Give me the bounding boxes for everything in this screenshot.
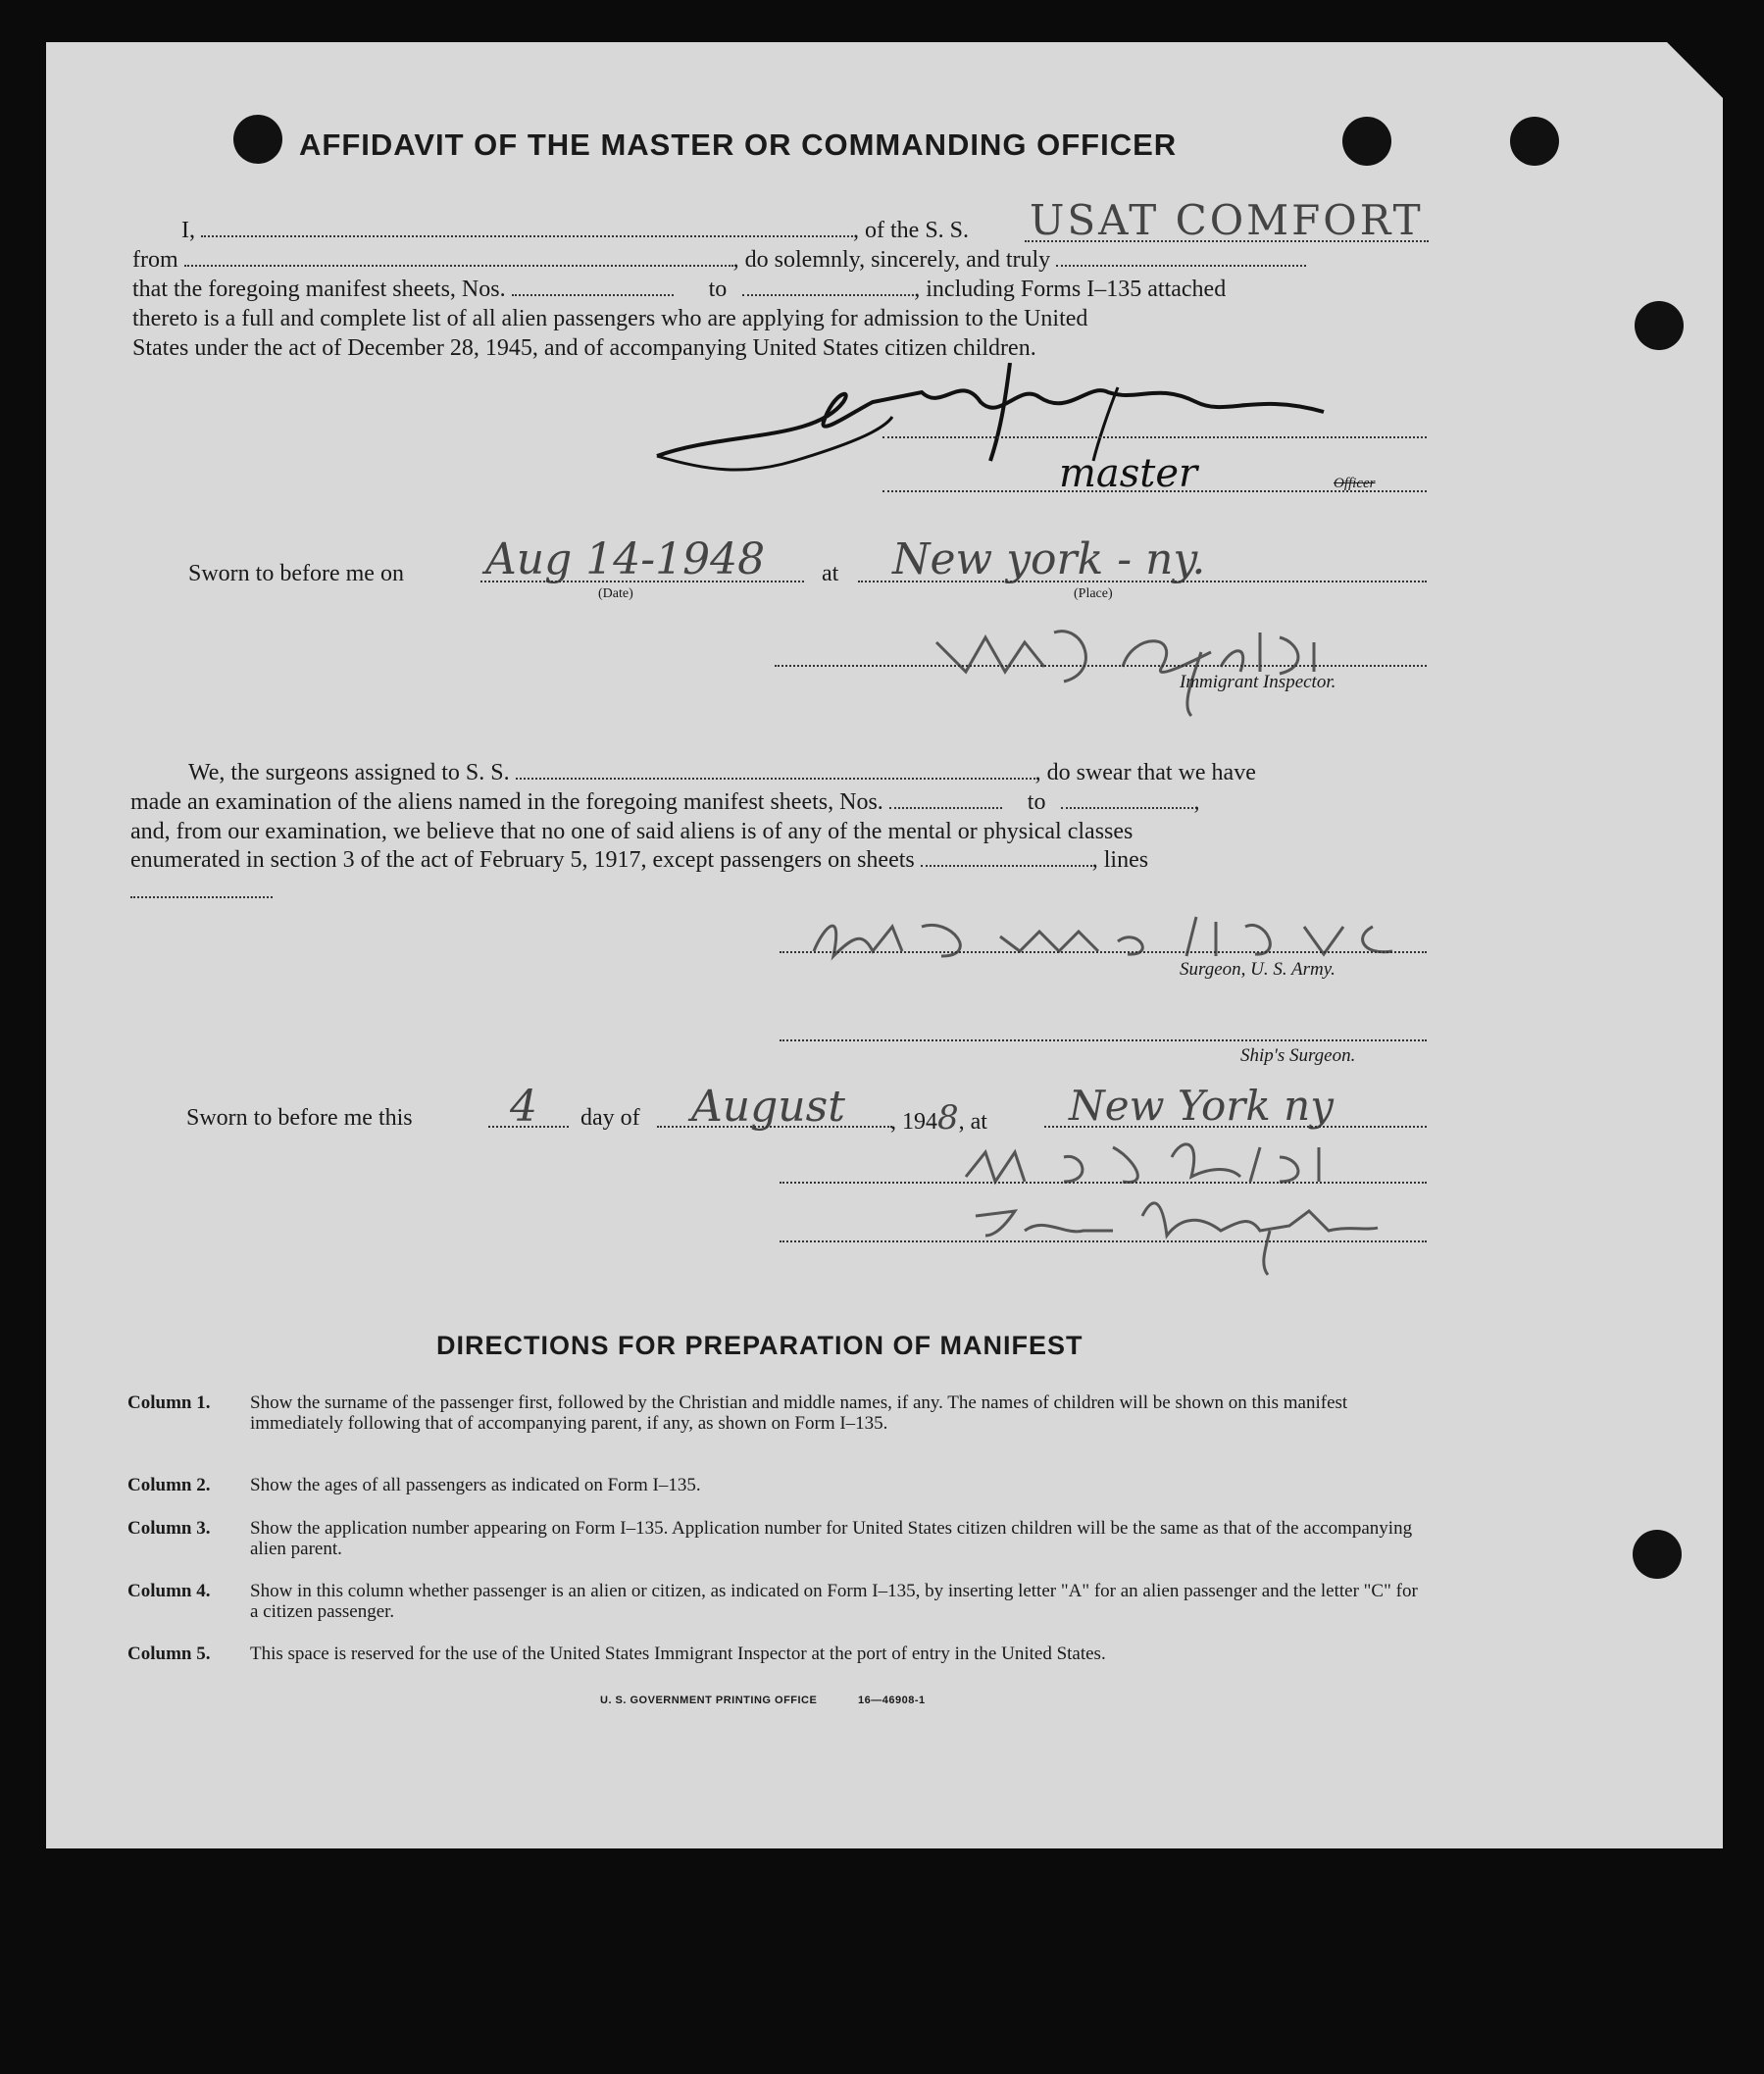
text-to: to — [708, 277, 728, 302]
affidavit-line-3 — [132, 275, 1226, 304]
direction-col-text: Show the application number appearing on Form I–135. Application number for United States citizen children will be the same as that of the accompanying alien parent. — [250, 1518, 1413, 1559]
ship-name-blank[interactable] — [1025, 240, 1429, 242]
text-manifest-sheets: that the foregoing manifest sheets, Nos. — [132, 277, 506, 302]
punch-hole-top-left — [233, 115, 282, 164]
inspector-label-1: Immigrant Inspector. — [1180, 672, 1336, 692]
sheets-blank[interactable] — [921, 864, 1092, 867]
sheets-to-blank[interactable] — [742, 293, 914, 296]
direction-col-label: Column 5. — [127, 1644, 211, 1664]
text-to-2: to — [1027, 789, 1046, 815]
ship-surgeon-line — [780, 1039, 1427, 1041]
surgeons-sheets-to[interactable] — [1061, 806, 1193, 809]
printing-office-imprint: U. S. GOVERNMENT PRINTING OFFICE — [600, 1695, 818, 1706]
sworn2-day-handwritten: 4 — [510, 1082, 537, 1132]
affidavit-line-2 — [132, 245, 1306, 275]
inspector-signature-2 — [956, 1138, 1387, 1280]
name-blank[interactable] — [201, 234, 853, 237]
master-title-handwritten: master — [1059, 451, 1198, 496]
from-blank[interactable] — [184, 264, 733, 267]
text-do-swear: , do swear that we have — [1034, 760, 1256, 785]
text-comma: , — [1193, 789, 1200, 815]
text-from: from — [132, 247, 178, 273]
sworn2-day-of: day of — [580, 1105, 640, 1131]
text-enumerated: enumerated in section 3 of the act of February 5, 1917, except passengers on sheets — [130, 847, 915, 873]
sheets-from-blank[interactable] — [512, 293, 674, 296]
directions-title: DIRECTIONS FOR PREPARATION OF MANIFEST — [436, 1331, 1084, 1360]
solemnly-blank[interactable] — [1056, 264, 1306, 267]
inspector-line-3 — [780, 1240, 1427, 1242]
sworn1-label: Sworn to before me on — [188, 561, 404, 586]
text-examination: made an examination of the aliens named in the foregoing manifest sheets, Nos. — [130, 789, 883, 815]
lines-blank[interactable] — [130, 896, 273, 898]
direction-col-label: Column 1. — [127, 1392, 211, 1413]
text-lines: , lines — [1091, 847, 1149, 873]
affidavit-line-4: thereto is a full and complete list of all alien passengers who are applying for admission to the United — [132, 306, 1088, 331]
sworn2-month-handwritten: August — [691, 1082, 845, 1132]
text-including: , including Forms I–135 attached — [914, 277, 1227, 302]
direction-col-label: Column 3. — [127, 1518, 211, 1539]
sworn1-date-handwritten: Aug 14-1948 — [485, 534, 766, 584]
sworn2-year-handwritten: 8 — [937, 1098, 959, 1138]
text-i: I, — [181, 218, 195, 243]
affidavit-line-1 — [181, 216, 969, 245]
text-surgeons-assigned: We, the surgeons assigned to S. S. — [188, 760, 510, 785]
date-caption: (Date) — [598, 586, 633, 601]
text-solemnly: , do solemnly, sincerely, and truly — [732, 247, 1051, 273]
sworn2-day-blank[interactable] — [488, 1126, 569, 1128]
sworn2-at: , at — [958, 1109, 987, 1135]
torn-corner — [1667, 42, 1723, 98]
punch-hole-right-upper — [1635, 301, 1684, 350]
sworn2-year-prefix: , 194 — [890, 1109, 937, 1135]
sworn2-year — [890, 1098, 987, 1138]
inspector-line-1 — [775, 665, 1427, 667]
sworn1-at: at — [822, 561, 839, 586]
direction-col-text: This space is reserved for the use of the United States Immigrant Inspector at the port of entry in the United States. — [250, 1644, 1106, 1664]
sworn1-place-blank[interactable] — [858, 581, 1427, 582]
punch-hole-top-mid — [1342, 117, 1391, 166]
form-number: 16—46908-1 — [858, 1695, 926, 1706]
surgeons-line-1 — [188, 758, 1256, 787]
master-signature — [647, 363, 1383, 500]
page-title: AFFIDAVIT OF THE MASTER OR COMMANDING OFFICER — [299, 127, 1178, 162]
sworn2-label: Sworn to before me this — [186, 1105, 413, 1131]
direction-col-text: Show the ages of all passengers as indicated on Form I–135. — [250, 1475, 701, 1495]
surgeons-line-4 — [130, 845, 1148, 875]
army-surgeon-signature — [784, 897, 1441, 971]
inspector-line-2 — [780, 1182, 1427, 1184]
surgeons-ship-blank[interactable] — [516, 777, 1035, 780]
direction-col-text: Show in this column whether passenger is an alien or citizen, as indicated on Form I–135, by inserting letter "A" for an alien passenger and the letter "C" for a citizen passenger. — [250, 1581, 1418, 1622]
text-of-ss: , of the S. S. — [853, 218, 970, 243]
sworn2-place-blank[interactable] — [1044, 1126, 1427, 1128]
place-caption: (Place) — [1074, 586, 1113, 601]
punch-hole-top-right — [1510, 117, 1559, 166]
inspector-signature-1 — [927, 613, 1338, 721]
surgeons-line-2 — [130, 787, 1199, 817]
direction-col-text: Show the surname of the passenger first, followed by the Christian and middle names, if any. The names of children will be shown on this manifest immediately following that of accompanying parent, if any, as shown on Form I–135. — [250, 1392, 1348, 1434]
surgeons-line-3: and, from our examination, we believe that no one of said aliens is of any of the mental or physical classes — [130, 819, 1134, 844]
sworn1-place-handwritten: New york - ny. — [892, 534, 1206, 584]
army-surgeon-label: Surgeon, U. S. Army. — [1180, 959, 1336, 980]
direction-col-label: Column 4. — [127, 1581, 211, 1601]
master-signature-line — [882, 436, 1427, 438]
army-surgeon-line — [780, 951, 1427, 953]
sworn2-place-handwritten: New York ny — [1069, 1082, 1334, 1130]
sworn2-month-blank[interactable] — [657, 1126, 892, 1128]
affidavit-line-5: States under the act of December 28, 1945, and of accompanying United States citizen children. — [132, 335, 1036, 361]
surgeons-sheets-from[interactable] — [889, 806, 1002, 809]
direction-col-label: Column 2. — [127, 1475, 211, 1495]
sworn1-date-blank[interactable] — [480, 581, 804, 582]
punch-hole-right-lower — [1633, 1530, 1682, 1579]
ship-surgeon-label: Ship's Surgeon. — [1240, 1045, 1356, 1066]
officer-label: Officer — [1334, 476, 1376, 491]
ship-name-handwritten: USAT COMFORT — [1030, 196, 1424, 244]
